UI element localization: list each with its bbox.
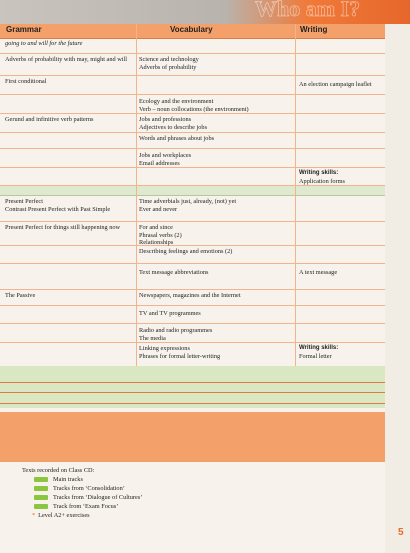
star-icon: * [32,512,36,519]
cd-track-icon [34,495,48,500]
vocabulary-cell: Text message abbreviations [139,269,209,276]
legend-note [22,511,142,520]
table-header [0,24,385,39]
vocabulary-cell: TV and TV programmes [139,310,201,317]
writing-skills-value: Formal letter [299,352,332,360]
legend-item [22,484,142,493]
legend-label: Tracks from ‘Consolidation’ [53,485,125,492]
writing-skills-label: Writing skills: [299,345,339,351]
writing-cell [299,170,383,185]
legend-heading: Texts recorded on Class CD: [22,467,95,474]
divider-line [0,382,385,383]
column-divider [295,24,296,367]
vocabulary-cell: Describing feelings and emotions (2) [139,248,233,255]
table-row [0,306,385,324]
writing-cell: An election campaign leaflet [299,81,372,88]
divider-line [0,403,385,404]
vocabulary-cell: Radio and radio programmes The media [139,327,213,342]
cd-track-icon [34,504,48,509]
page-number: 5 [398,527,404,538]
vocabulary-cell: For and since Phrasal verbs (2) Relationships [139,224,182,247]
grammar-cell: The Passive [5,292,36,299]
table-row [0,168,385,186]
page-margin [385,24,410,553]
orange-band [0,412,385,462]
legend-label: Track from ‘Exam Focus’ [53,503,119,510]
legend-note-text: Level A2+ exercises [38,512,90,519]
table-row [0,324,385,343]
green-band [0,366,385,408]
grammar-cell: Present Perfect Contrast Present Perfect with Past Simple [5,198,111,213]
header-writing: Writing [300,25,328,34]
grammar-cell: Adverbs of probability with may, might and will [5,56,128,63]
top-banner [0,0,410,24]
table-row [0,95,385,114]
legend-label: Tracks from ‘Dialogue of Cultures’ [53,494,143,501]
cd-legend [22,466,142,520]
column-divider [136,24,137,367]
grammar-cell: Present Perfect for things still happening now [5,224,121,231]
banner-title: Who am I? [255,0,361,21]
table-row [0,343,385,367]
unit-separator [0,186,385,196]
vocabulary-cell: Jobs and workplaces Email addresses [139,152,192,167]
table-row [0,133,385,149]
table-row [0,114,385,133]
table-row [0,76,385,95]
header-vocabulary: Vocabulary [170,25,213,34]
legend-item [22,502,142,511]
legend-label: Main tracks [53,476,83,483]
table-row [0,196,385,222]
table-row [0,246,385,264]
table-row [0,222,385,246]
writing-skills-value: Application forms [299,177,345,185]
vocabulary-cell: Words and phrases about jobs [139,135,215,142]
vocabulary-cell: Linking expressions Phrases for formal letter-writing [139,345,221,360]
writing-cell: A text message [299,269,338,276]
vocabulary-cell: Science and technology Adverbs of probability [139,56,199,71]
legend-item [22,475,142,484]
grammar-cell: First conditional [5,78,47,85]
divider-line [0,392,385,393]
vocabulary-cell: Newspapers, magazines and the Internet [139,292,241,299]
writing-skills-label: Writing skills: [299,170,339,176]
table-row [0,290,385,306]
cd-track-icon [34,486,48,491]
header-grammar: Grammar [6,25,42,34]
legend-item [22,493,142,502]
vocabulary-cell: Ecology and the environment Verb – noun collocations (the environment) [139,98,249,113]
vocabulary-cell: Time adverbials just, already, (not) yet Ever and never [139,198,237,213]
grammar-cell: going to and will for the future [5,40,83,47]
writing-cell [299,345,383,360]
table-row [0,264,385,290]
table-row [0,149,385,168]
grammar-cell: Gerund and infinitive verb patterns [5,116,94,123]
table-row [0,54,385,76]
table-row [0,38,385,54]
vocabulary-cell: Jobs and professions Adjectives to describe jobs [139,116,208,131]
cd-track-icon [34,477,48,482]
